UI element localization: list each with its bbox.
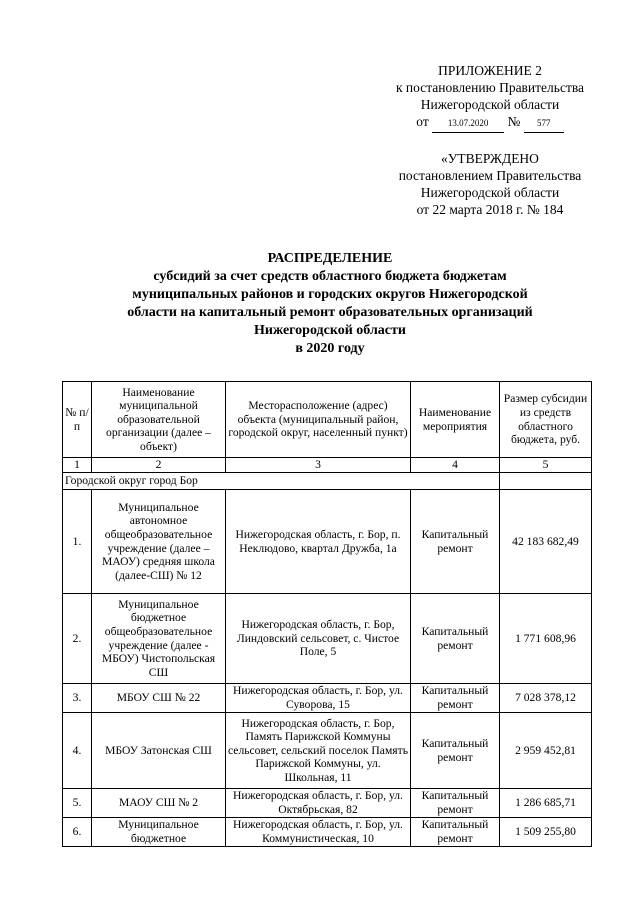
title-line4: области на капитальный ремонт образовательных организаций — [127, 305, 533, 320]
approved-line4: от 22 марта 2018 г. № 184 — [416, 202, 564, 217]
row-event: Капитальный ремонт — [411, 490, 500, 594]
appendix-line1: к постановлению Правительства — [395, 80, 585, 95]
row-event: Капитальный ремонт — [411, 713, 500, 789]
header-event: Наименование мероприятия — [411, 382, 500, 458]
row-num: 5. — [63, 789, 92, 818]
approved-line3: Нижегородской области — [420, 185, 560, 200]
row-name: Муниципальное автономное общеобразовательное учреждение (далее – МАОУ) средняя школа (далее-СШ) № 12 — [92, 490, 226, 594]
appendix-from-label: от — [416, 114, 429, 129]
row-num: 2. — [63, 594, 92, 684]
approved-line2: постановлением Правительства — [398, 168, 582, 183]
appendix-line2: Нижегородской области — [420, 97, 560, 112]
row-num: 4. — [63, 713, 92, 789]
row-address: Нижегородская область, г. Бор, ул. Суворова, 15 — [226, 684, 411, 713]
header-address: Месторасположение (адрес) объекта (муниципальный район, городской округ, населенный пункт) — [226, 382, 411, 458]
header-name: Наименование муниципальной образовательной организации (далее – объект) — [92, 382, 226, 458]
table-row — [63, 818, 592, 847]
table-row — [63, 789, 592, 818]
row-amount: 1 771 608,96 — [500, 594, 592, 684]
title-line1: РАСПРЕДЕЛЕНИЕ — [267, 251, 393, 266]
table-row — [63, 684, 592, 713]
row-name: МАОУ СШ № 2 — [92, 789, 226, 818]
table-row — [63, 713, 592, 789]
subsidy-table — [62, 381, 592, 847]
row-num: 1. — [63, 490, 92, 594]
section-label: Городской округ город Бор — [63, 473, 500, 490]
row-name: Муниципальное бюджетное — [92, 818, 226, 847]
section-empty-cell — [500, 473, 592, 490]
row-amount: 42 183 682,49 — [500, 490, 592, 594]
header-amount: Размер субсидии из средств областного бюджета, руб. — [500, 382, 592, 458]
col-number: 5 — [500, 458, 592, 473]
title-line6: в 2020 году — [295, 341, 365, 356]
title-line3: муниципальных районов и городских округов Нижегородской — [132, 287, 528, 302]
appendix-date-line — [360, 113, 620, 133]
appendix-num-label: № — [507, 114, 521, 129]
row-event: Капитальный ремонт — [411, 789, 500, 818]
column-number-row — [63, 458, 592, 473]
table-row — [63, 490, 592, 594]
row-name: МБОУ СШ № 22 — [92, 684, 226, 713]
col-number: 4 — [411, 458, 500, 473]
row-address: Нижегородская область, г. Бор, Линдовский сельсовет, с. Чистое Поле, 5 — [226, 594, 411, 684]
table-row — [63, 594, 592, 684]
approved-line1: «УТВЕРЖДЕНО — [441, 151, 539, 166]
approved-block — [360, 150, 620, 218]
row-amount: 1 509 255,80 — [500, 818, 592, 847]
col-number: 2 — [92, 458, 226, 473]
appendix-block — [360, 62, 620, 133]
header-num: № п/п — [63, 382, 92, 458]
row-event: Капитальный ремонт — [411, 684, 500, 713]
row-address: Нижегородская область, г. Бор, Память Парижской Коммуны сельсовет, сельский поселок Память Парижской Коммуны, ул. Школьная, 11 — [226, 713, 411, 789]
row-name: МБОУ Затонская СШ — [92, 713, 226, 789]
header-row — [63, 382, 592, 458]
row-num: 6. — [63, 818, 92, 847]
col-number: 1 — [63, 458, 92, 473]
title-line2: субсидий за счет средств областного бюджета бюджетам — [153, 269, 507, 284]
appendix-number: 577 — [524, 115, 564, 133]
row-event: Капитальный ремонт — [411, 818, 500, 847]
row-num: 3. — [63, 684, 92, 713]
row-amount: 7 028 378,12 — [500, 684, 592, 713]
row-amount: 2 959 452,81 — [500, 713, 592, 789]
appendix-date: 13.07.2020 — [432, 115, 504, 133]
col-number: 3 — [226, 458, 411, 473]
row-address: Нижегородская область, г. Бор, п. Неклюдово, квартал Дружба, 1а — [226, 490, 411, 594]
appendix-title: ПРИЛОЖЕНИЕ 2 — [438, 63, 542, 78]
row-address: Нижегородская область, г. Бор, ул. Коммунистическая, 10 — [226, 818, 411, 847]
title-line5: Нижегородской области — [254, 323, 406, 338]
row-amount: 1 286 685,71 — [500, 789, 592, 818]
document-title — [60, 250, 600, 358]
row-name: Муниципальное бюджетное общеобразовательное учреждение (далее - МБОУ) Чистопольская СШ — [92, 594, 226, 684]
row-address: Нижегородская область, г. Бор, ул. Октябрьская, 82 — [226, 789, 411, 818]
section-row — [63, 473, 592, 490]
row-event: Капитальный ремонт — [411, 594, 500, 684]
